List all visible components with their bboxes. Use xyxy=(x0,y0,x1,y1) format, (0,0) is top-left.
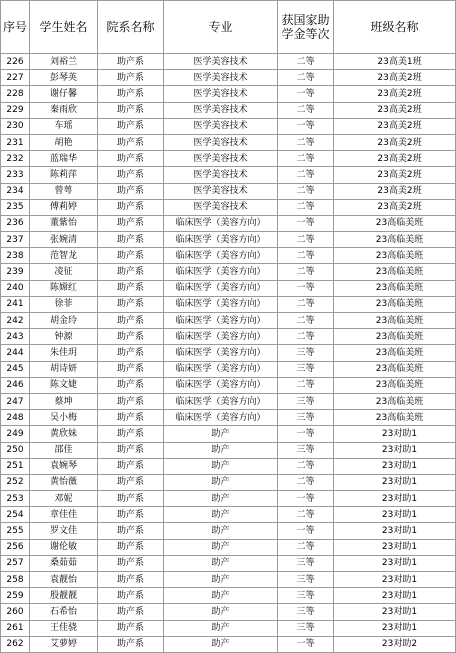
cell-class-name: 23高美2班 xyxy=(334,183,456,199)
cell-grant-level: 二等 xyxy=(278,458,334,474)
cell-major: 助产 xyxy=(164,491,278,507)
cell-department: 助产系 xyxy=(98,199,164,215)
table-row xyxy=(1,86,456,102)
cell-class-name: 23对助1 xyxy=(334,539,456,555)
cell-grant-level: 二等 xyxy=(278,539,334,555)
cell-class-name: 23高临美班 xyxy=(334,410,456,426)
cell-index: 232 xyxy=(1,151,30,167)
cell-department: 助产系 xyxy=(98,118,164,134)
cell-grant-level: 三等 xyxy=(278,393,334,409)
cell-index: 238 xyxy=(1,248,30,264)
cell-major: 临床医学（美容方向） xyxy=(164,248,278,264)
cell-department: 助产系 xyxy=(98,280,164,296)
cell-index: 252 xyxy=(1,474,30,490)
cell-grant-level: 二等 xyxy=(278,102,334,118)
cell-index: 262 xyxy=(1,636,30,652)
cell-index: 244 xyxy=(1,345,30,361)
cell-department: 助产系 xyxy=(98,426,164,442)
cell-major: 临床医学（美容方向） xyxy=(164,296,278,312)
header-major: 专业 xyxy=(164,1,278,54)
cell-class-name: 23对助1 xyxy=(334,572,456,588)
table-row xyxy=(1,183,456,199)
cell-index: 243 xyxy=(1,329,30,345)
cell-grant-level: 三等 xyxy=(278,604,334,620)
cell-major: 助产 xyxy=(164,507,278,523)
table-row xyxy=(1,474,456,490)
cell-department: 助产系 xyxy=(98,555,164,571)
table-row xyxy=(1,313,456,329)
cell-major: 医学美容技术 xyxy=(164,199,278,215)
table-row xyxy=(1,620,456,636)
cell-department: 助产系 xyxy=(98,264,164,280)
cell-department: 助产系 xyxy=(98,134,164,150)
cell-grant-level: 三等 xyxy=(278,555,334,571)
cell-class-name: 23高临美班 xyxy=(334,215,456,231)
cell-major: 助产 xyxy=(164,539,278,555)
cell-index: 256 xyxy=(1,539,30,555)
cell-department: 助产系 xyxy=(98,458,164,474)
cell-department: 助产系 xyxy=(98,151,164,167)
cell-department: 助产系 xyxy=(98,507,164,523)
table-row xyxy=(1,118,456,134)
cell-class-name: 23高临美班 xyxy=(334,296,456,312)
cell-index: 227 xyxy=(1,70,30,86)
cell-class-name: 23对助1 xyxy=(334,604,456,620)
cell-index: 255 xyxy=(1,523,30,539)
cell-student-name: 曾萼 xyxy=(30,183,98,199)
cell-class-name: 23高临美班 xyxy=(334,232,456,248)
cell-student-name: 刘裕兰 xyxy=(30,54,98,70)
table-row xyxy=(1,377,456,393)
cell-major: 助产 xyxy=(164,620,278,636)
cell-major: 临床医学（美容方向） xyxy=(164,345,278,361)
cell-class-name: 23高临美班 xyxy=(334,361,456,377)
cell-grant-level: 二等 xyxy=(278,232,334,248)
table-row xyxy=(1,507,456,523)
table-row xyxy=(1,167,456,183)
cell-index: 254 xyxy=(1,507,30,523)
table-row xyxy=(1,296,456,312)
table-row xyxy=(1,636,456,652)
cell-grant-level: 二等 xyxy=(278,167,334,183)
cell-index: 228 xyxy=(1,86,30,102)
cell-grant-level: 二等 xyxy=(278,296,334,312)
cell-grant-level: 二等 xyxy=(278,199,334,215)
cell-grant-level: 一等 xyxy=(278,491,334,507)
cell-grant-level: 三等 xyxy=(278,361,334,377)
cell-department: 助产系 xyxy=(98,474,164,490)
header-class-name: 班级名称 xyxy=(334,1,456,54)
cell-department: 助产系 xyxy=(98,329,164,345)
table-row xyxy=(1,54,456,70)
cell-index: 260 xyxy=(1,604,30,620)
cell-department: 助产系 xyxy=(98,604,164,620)
cell-index: 261 xyxy=(1,620,30,636)
cell-grant-level: 二等 xyxy=(278,134,334,150)
cell-class-name: 23高美2班 xyxy=(334,167,456,183)
cell-grant-level: 二等 xyxy=(278,377,334,393)
cell-class-name: 23高美1班 xyxy=(334,54,456,70)
cell-department: 助产系 xyxy=(98,523,164,539)
cell-department: 助产系 xyxy=(98,102,164,118)
cell-department: 助产系 xyxy=(98,183,164,199)
table-row xyxy=(1,539,456,555)
cell-department: 助产系 xyxy=(98,70,164,86)
cell-student-name: 车瑶 xyxy=(30,118,98,134)
cell-index: 230 xyxy=(1,118,30,134)
table-row xyxy=(1,442,456,458)
cell-grant-level: 一等 xyxy=(278,86,334,102)
cell-index: 251 xyxy=(1,458,30,474)
table-row xyxy=(1,604,456,620)
cell-grant-level: 三等 xyxy=(278,345,334,361)
cell-major: 临床医学（美容方向） xyxy=(164,393,278,409)
cell-index: 234 xyxy=(1,183,30,199)
cell-index: 250 xyxy=(1,442,30,458)
cell-major: 临床医学（美容方向） xyxy=(164,264,278,280)
cell-student-name: 徐菲 xyxy=(30,296,98,312)
cell-index: 248 xyxy=(1,410,30,426)
cell-department: 助产系 xyxy=(98,393,164,409)
cell-index: 229 xyxy=(1,102,30,118)
cell-major: 助产 xyxy=(164,604,278,620)
cell-student-name: 董紫怡 xyxy=(30,215,98,231)
cell-major: 临床医学（美容方向） xyxy=(164,215,278,231)
cell-grant-level: 二等 xyxy=(278,313,334,329)
cell-index: 242 xyxy=(1,313,30,329)
cell-grant-level: 二等 xyxy=(278,151,334,167)
cell-student-name: 张婉清 xyxy=(30,232,98,248)
cell-department: 助产系 xyxy=(98,248,164,264)
cell-grant-level: 三等 xyxy=(278,620,334,636)
cell-index: 239 xyxy=(1,264,30,280)
cell-class-name: 23对助1 xyxy=(334,458,456,474)
header-row xyxy=(1,1,456,54)
cell-student-name: 殷靓靓 xyxy=(30,588,98,604)
cell-student-name: 石希怡 xyxy=(30,604,98,620)
cell-major: 临床医学（美容方向） xyxy=(164,377,278,393)
cell-major: 医学美容技术 xyxy=(164,134,278,150)
cell-student-name: 胡诗妍 xyxy=(30,361,98,377)
table-row xyxy=(1,280,456,296)
cell-student-name: 桑茹茹 xyxy=(30,555,98,571)
cell-department: 助产系 xyxy=(98,410,164,426)
cell-major: 助产 xyxy=(164,588,278,604)
cell-major: 医学美容技术 xyxy=(164,102,278,118)
table-row xyxy=(1,329,456,345)
cell-class-name: 23高美2班 xyxy=(334,199,456,215)
cell-student-name: 吴小梅 xyxy=(30,410,98,426)
cell-grant-level: 一等 xyxy=(278,523,334,539)
table-row xyxy=(1,134,456,150)
cell-class-name: 23高临美班 xyxy=(334,264,456,280)
table-row xyxy=(1,361,456,377)
cell-major: 临床医学（美容方向） xyxy=(164,280,278,296)
cell-department: 助产系 xyxy=(98,86,164,102)
cell-class-name: 23对助1 xyxy=(334,474,456,490)
cell-class-name: 23对助1 xyxy=(334,491,456,507)
cell-class-name: 23对助1 xyxy=(334,523,456,539)
cell-class-name: 23对助2 xyxy=(334,636,456,652)
cell-index: 258 xyxy=(1,572,30,588)
cell-department: 助产系 xyxy=(98,620,164,636)
cell-major: 临床医学（美容方向） xyxy=(164,410,278,426)
cell-grant-level: 二等 xyxy=(278,70,334,86)
cell-class-name: 23高美2班 xyxy=(334,151,456,167)
cell-student-name: 袁婉琴 xyxy=(30,458,98,474)
cell-index: 257 xyxy=(1,555,30,571)
cell-class-name: 23对助1 xyxy=(334,442,456,458)
cell-department: 助产系 xyxy=(98,572,164,588)
cell-department: 助产系 xyxy=(98,345,164,361)
cell-department: 助产系 xyxy=(98,588,164,604)
cell-student-name: 胡艳 xyxy=(30,134,98,150)
header-department: 院系名称 xyxy=(98,1,164,54)
cell-department: 助产系 xyxy=(98,167,164,183)
cell-grant-level: 三等 xyxy=(278,572,334,588)
header-grant-level: 获国家助学金等次 xyxy=(278,1,334,54)
table-row xyxy=(1,491,456,507)
table-row xyxy=(1,232,456,248)
cell-major: 临床医学（美容方向） xyxy=(164,329,278,345)
cell-index: 236 xyxy=(1,215,30,231)
cell-student-name: 邓妮 xyxy=(30,491,98,507)
cell-index: 231 xyxy=(1,134,30,150)
cell-grant-level: 二等 xyxy=(278,183,334,199)
cell-student-name: 谢仔馨 xyxy=(30,86,98,102)
cell-student-name: 章佳佳 xyxy=(30,507,98,523)
cell-index: 235 xyxy=(1,199,30,215)
cell-student-name: 陈嫦红 xyxy=(30,280,98,296)
cell-student-name: 范智龙 xyxy=(30,248,98,264)
cell-department: 助产系 xyxy=(98,361,164,377)
cell-student-name: 袁靓怡 xyxy=(30,572,98,588)
table-body xyxy=(1,54,456,653)
table-row xyxy=(1,345,456,361)
cell-student-name: 钟源 xyxy=(30,329,98,345)
cell-grant-level: 二等 xyxy=(278,248,334,264)
cell-department: 助产系 xyxy=(98,232,164,248)
cell-grant-level: 二等 xyxy=(278,264,334,280)
cell-major: 助产 xyxy=(164,572,278,588)
table-row xyxy=(1,572,456,588)
cell-department: 助产系 xyxy=(98,442,164,458)
table-row xyxy=(1,102,456,118)
cell-department: 助产系 xyxy=(98,215,164,231)
cell-student-name: 王佳骁 xyxy=(30,620,98,636)
cell-major: 医学美容技术 xyxy=(164,118,278,134)
table-row xyxy=(1,523,456,539)
cell-major: 助产 xyxy=(164,442,278,458)
cell-class-name: 23对助1 xyxy=(334,588,456,604)
cell-major: 医学美容技术 xyxy=(164,86,278,102)
cell-class-name: 23高美2班 xyxy=(334,102,456,118)
cell-student-name: 陈文婕 xyxy=(30,377,98,393)
cell-grant-level: 三等 xyxy=(278,410,334,426)
cell-grant-level: 二等 xyxy=(278,54,334,70)
cell-index: 249 xyxy=(1,426,30,442)
cell-student-name: 黄欣妹 xyxy=(30,426,98,442)
cell-index: 247 xyxy=(1,393,30,409)
cell-grant-level: 一等 xyxy=(278,426,334,442)
cell-class-name: 23高临美班 xyxy=(334,329,456,345)
cell-class-name: 23高临美班 xyxy=(334,377,456,393)
cell-grant-level: 一等 xyxy=(278,280,334,296)
cell-index: 237 xyxy=(1,232,30,248)
cell-student-name: 谢伦敏 xyxy=(30,539,98,555)
cell-class-name: 23高临美班 xyxy=(334,280,456,296)
cell-major: 助产 xyxy=(164,458,278,474)
header-index: 序号 xyxy=(1,1,30,54)
table-row xyxy=(1,151,456,167)
cell-student-name: 凌征 xyxy=(30,264,98,280)
table-row xyxy=(1,458,456,474)
table-row xyxy=(1,215,456,231)
cell-major: 医学美容技术 xyxy=(164,151,278,167)
table-row xyxy=(1,248,456,264)
cell-index: 233 xyxy=(1,167,30,183)
header-student-name: 学生姓名 xyxy=(30,1,98,54)
table-row xyxy=(1,199,456,215)
cell-department: 助产系 xyxy=(98,636,164,652)
table-row xyxy=(1,555,456,571)
cell-class-name: 23高美2班 xyxy=(334,118,456,134)
cell-grant-level: 三等 xyxy=(278,588,334,604)
cell-student-name: 胡金玲 xyxy=(30,313,98,329)
table-row xyxy=(1,426,456,442)
cell-student-name: 艾萝婷 xyxy=(30,636,98,652)
cell-major: 临床医学（美容方向） xyxy=(164,313,278,329)
cell-major: 助产 xyxy=(164,555,278,571)
cell-index: 253 xyxy=(1,491,30,507)
cell-major: 医学美容技术 xyxy=(164,167,278,183)
cell-index: 259 xyxy=(1,588,30,604)
cell-student-name: 陈莉萍 xyxy=(30,167,98,183)
cell-major: 医学美容技术 xyxy=(164,70,278,86)
cell-class-name: 23高临美班 xyxy=(334,313,456,329)
cell-department: 助产系 xyxy=(98,313,164,329)
cell-department: 助产系 xyxy=(98,296,164,312)
cell-index: 241 xyxy=(1,296,30,312)
cell-class-name: 23高美2班 xyxy=(334,134,456,150)
cell-student-name: 蔡坤 xyxy=(30,393,98,409)
cell-grant-level: 一等 xyxy=(278,636,334,652)
cell-class-name: 23高临美班 xyxy=(334,345,456,361)
cell-grant-level: 一等 xyxy=(278,215,334,231)
cell-grant-level: 二等 xyxy=(278,474,334,490)
cell-department: 助产系 xyxy=(98,54,164,70)
cell-major: 临床医学（美容方向） xyxy=(164,232,278,248)
table-row xyxy=(1,410,456,426)
cell-department: 助产系 xyxy=(98,377,164,393)
cell-index: 240 xyxy=(1,280,30,296)
table-row xyxy=(1,264,456,280)
cell-class-name: 23高美2班 xyxy=(334,86,456,102)
cell-major: 医学美容技术 xyxy=(164,183,278,199)
cell-index: 245 xyxy=(1,361,30,377)
cell-major: 医学美容技术 xyxy=(164,54,278,70)
cell-student-name: 朱佳玥 xyxy=(30,345,98,361)
cell-student-name: 傅莉婷 xyxy=(30,199,98,215)
cell-student-name: 彭琴英 xyxy=(30,70,98,86)
cell-student-name: 罗文佳 xyxy=(30,523,98,539)
cell-department: 助产系 xyxy=(98,491,164,507)
cell-class-name: 23高临美班 xyxy=(334,248,456,264)
table-row xyxy=(1,70,456,86)
cell-grant-level: 二等 xyxy=(278,329,334,345)
cell-student-name: 蓝瑞华 xyxy=(30,151,98,167)
cell-student-name: 秦雨欣 xyxy=(30,102,98,118)
cell-major: 助产 xyxy=(164,474,278,490)
cell-class-name: 23对助1 xyxy=(334,426,456,442)
cell-grant-level: 二等 xyxy=(278,507,334,523)
cell-index: 226 xyxy=(1,54,30,70)
cell-major: 临床医学（美容方向） xyxy=(164,361,278,377)
cell-index: 246 xyxy=(1,377,30,393)
cell-class-name: 23对助1 xyxy=(334,555,456,571)
cell-grant-level: 三等 xyxy=(278,442,334,458)
table-row xyxy=(1,393,456,409)
cell-major: 助产 xyxy=(164,426,278,442)
cell-student-name: 邵佳 xyxy=(30,442,98,458)
cell-grant-level: 一等 xyxy=(278,118,334,134)
cell-department: 助产系 xyxy=(98,539,164,555)
cell-major: 助产 xyxy=(164,523,278,539)
cell-major: 助产 xyxy=(164,636,278,652)
cell-student-name: 黄怡薇 xyxy=(30,474,98,490)
cell-class-name: 23对助1 xyxy=(334,507,456,523)
table-row xyxy=(1,588,456,604)
cell-class-name: 23高临美班 xyxy=(334,393,456,409)
cell-class-name: 23对助1 xyxy=(334,620,456,636)
cell-class-name: 23高美2班 xyxy=(334,70,456,86)
